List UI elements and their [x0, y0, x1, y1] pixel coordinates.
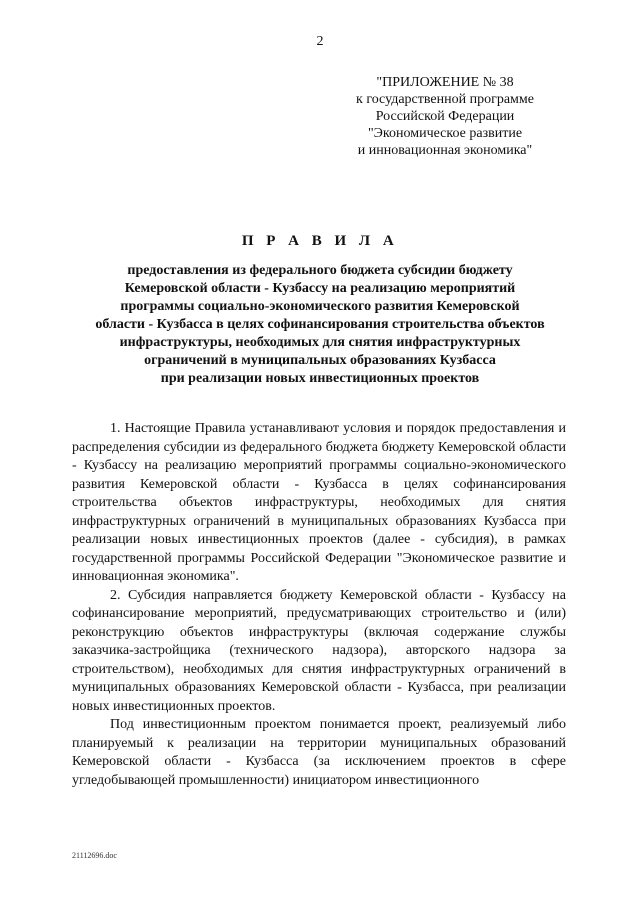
appendix-line: "ПРИЛОЖЕНИЕ № 38	[376, 75, 514, 90]
paragraph-2: 2. Субсидия направляется бюджету Кемеровской области - Кузбассу на софинансирование мероприятий, предусматривающих строительство и (или) реконструкцию объектов инфраструктуры (включая содержание службы заказчика-застройщика (технического надзора), авторского надзора за строительством), необходимых для снятия инфраструктурных ограничений в муниципальных образованиях Кемеровской области - Кузбасса, при реализации новых инвестиционных проектов.	[72, 587, 566, 714]
subtitle-line: при реализации новых инвестиционных проектов	[160, 371, 480, 386]
paragraph-3: Под инвестиционным проектом понимается проект, реализуемый либо планируемый к реализации на территории муниципальных образований Кемеровской области - Кузбасса (за исключением проектов в сфере угледобывающей промышленности) инициатором инвестиционного	[72, 717, 566, 788]
subtitle-line: ограничений в муниципальных образованиях Кузбасса	[144, 353, 496, 368]
document-filename: 21112696.doc	[72, 851, 117, 860]
appendix-line: "Экономическое развитие	[367, 126, 523, 141]
rules-subtitle	[80, 262, 560, 388]
appendix-block	[330, 74, 560, 159]
paragraph-1: 1. Настоящие Правила устанавливают условия и порядок предоставления и распределения субсидии из федерального бюджета бюджету Кемеровской области - Кузбассу на реализацию мероприятий программы социально-экономического развития Кемеровской области - Кузбасса в целях софинансирования строительства объектов инфраструктуры, необходимых для снятия инфраструктурных ограничений в муниципальных образованиях Кузбасса при реализации новых инвестиционных проектов (далее - субсидия), в рамках государственной программы Российской Федерации "Экономическое развитие и инновационная экономика".	[72, 421, 566, 584]
subtitle-line: области - Кузбасса в целях софинансирования строительства объектов	[95, 317, 545, 332]
appendix-line: и инновационная экономика"	[357, 143, 533, 158]
document-body	[72, 420, 566, 790]
page-number: 2	[316, 34, 324, 49]
appendix-line: Российской Федерации	[375, 109, 515, 124]
appendix-line: к государственной программе	[356, 92, 534, 107]
rules-heading: П Р А В И Л А	[241, 233, 399, 249]
subtitle-line: программы социально-экономического развития Кемеровской	[120, 299, 520, 314]
subtitle-line: Кемеровской области - Кузбассу на реализацию мероприятий	[124, 281, 516, 296]
subtitle-line: предоставления из федерального бюджета субсидии бюджету	[127, 263, 513, 278]
subtitle-line: инфраструктуры, необходимых для снятия инфраструктурных	[119, 335, 521, 350]
